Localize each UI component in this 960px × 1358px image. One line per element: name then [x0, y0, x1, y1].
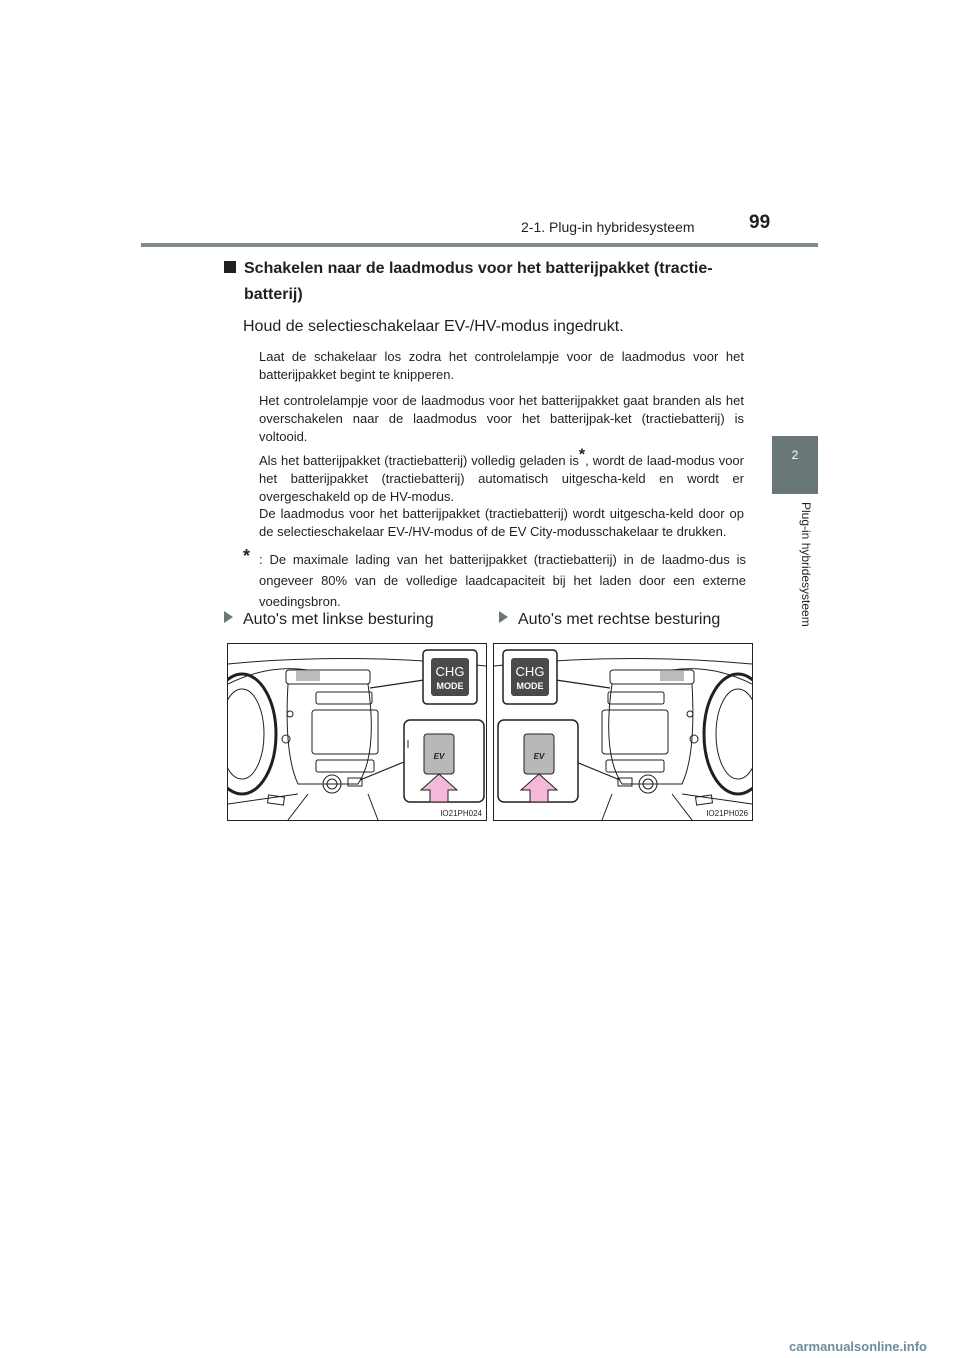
paragraph-3	[259, 446, 744, 506]
paragraph-4: De laadmodus voor het batterijpakket (tractiebatterij) wordt uitgescha-keld door op de selectieschakelaar EV-/HV-modus of de EV City-modusschakelaar te drukken.	[259, 506, 744, 539]
paragraph-3-end: , wordt de laad-modus voor het batterijpakket (tractiebatterij) automatisch uitgescha-keld en wordt er overgeschakeld op de HV-modus.	[259, 453, 744, 504]
dashboard-illustration-right	[494, 644, 752, 820]
chg-label: CHG	[515, 664, 545, 679]
page-number: 99	[749, 212, 771, 233]
footnote-text: : De maximale lading van het batterijpakket (tractiebatterij) in de laadmo-dus is ongeveer 80% van de volledige laadcapaciteit bij het laden door een externe voedingsbron.	[259, 552, 746, 609]
mode-label: MODE	[516, 681, 544, 691]
footnote	[243, 546, 746, 612]
caption-left-text: Auto's met linkse besturing	[243, 611, 434, 628]
dashboard-illustration-left	[228, 644, 486, 820]
paragraph-1: Laat de schakelaar los zodra het controlelampje voor de laadmodus voor het batterijpakket begint te knipperen.	[259, 349, 744, 382]
caption-right	[499, 611, 720, 629]
paragraph-2: Het controlelampje voor de laadmodus voor het batterijpakket gaat branden als het overschakelen naar de laadmodus voor het batterijpak-ket (tractiebatterij) is voltooid.	[259, 393, 744, 444]
paragraph-3-start: Als het batterijpakket (tractiebatterij) volledig geladen is	[259, 453, 579, 468]
triangle-bullet-icon	[499, 611, 508, 623]
caption-right-text: Auto's met rechtse besturing	[518, 611, 721, 628]
figure-right-hand-drive	[493, 643, 753, 821]
chapter-number: 2	[791, 448, 799, 462]
mode-label: MODE	[436, 681, 464, 691]
chapter-tab	[772, 436, 818, 494]
caption-left	[224, 611, 434, 629]
footnote-ref: *	[578, 446, 586, 464]
footnote-mark: *	[243, 546, 251, 566]
section-title: 2-1. Plug-in hybridesysteem	[521, 219, 695, 235]
heading-line-1: Schakelen naar de laadmodus voor het batterijpakket (tractie-	[244, 260, 713, 277]
header-rule	[141, 243, 818, 247]
ev-switch-label: EV	[433, 752, 445, 761]
triangle-bullet-icon	[224, 611, 233, 623]
watermark: carmanualsonline.info	[789, 1339, 927, 1354]
chg-label: CHG	[435, 664, 465, 679]
chapter-label: Plug-in hybridesysteem	[799, 502, 813, 627]
figure-left-hand-drive	[227, 643, 487, 821]
heading-line-2: batterij)	[244, 286, 303, 303]
figure-id-left: IO21PH024	[440, 809, 482, 818]
instruction-text: Houd de selectieschakelaar EV-/HV-modus ingedrukt.	[243, 318, 624, 335]
heading-bullet-icon	[224, 261, 236, 273]
section-heading	[224, 256, 746, 308]
ev-switch-label: EV	[533, 752, 545, 761]
figure-id-right: IO21PH026	[706, 809, 748, 818]
